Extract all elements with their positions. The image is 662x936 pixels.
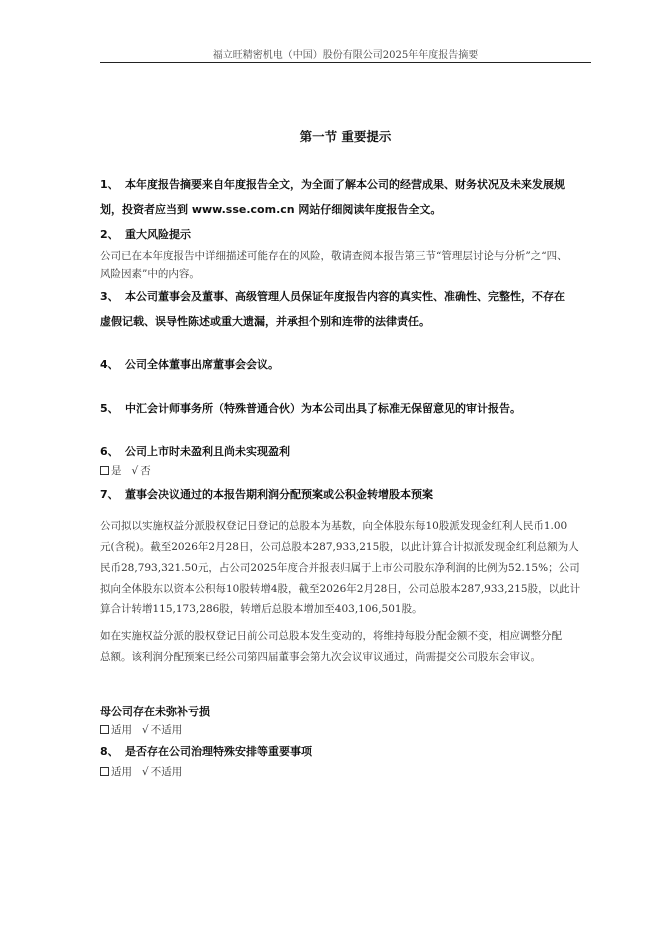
unchecked-box-icon [100,466,109,475]
item-7-number: 7、 [100,488,119,501]
item-6-heading-line [100,443,290,459]
unchecked-box-icon [100,767,109,776]
loss-option-not-applicable: 不适用 [150,724,183,736]
item-4-text: 公司全体董事出席董事会会议。 [125,358,279,371]
item-2-heading-line [100,226,191,242]
item-7-para-1-line-3: 民币28,793,321.50元，占公司2025年度合并报表归属于上市公司股东净利润的比例为52.15%；公司 [100,562,580,574]
item-8-options [100,764,182,779]
item-7-para-1-line-1: 公司拟以实施权益分派股权登记日登记的总股本为基数，向全体股东每10股派发现金红利人民币1.00 [100,520,568,532]
item-8-heading-line [100,743,312,759]
item-3-line-2: 虚假记载、误导性陈述或重大遗漏，并承担个别和连带的法律责任。 [100,315,430,328]
item-3-text: 本公司董事会及董事、高级管理人员保证年度报告内容的真实性、准确性、完整性，不存在 [125,290,565,303]
item-1-text: 本年度报告摘要来自年度报告全文，为全面了解本公司的经营成果、财务状况及未来发展规 [125,178,565,191]
page-header: 福立旺精密机电（中国）股份有限公司2025年年度报告摘要 [212,50,479,61]
item-8-option-applicable: 适用 [111,766,132,778]
item-7-para-2-line-2: 总额。该利润分配预案已经公司第四届董事会第九次会议审议通过，尚需提交公司股东会审议。 [100,651,541,663]
item-2-line-2: 风险因素”中的内容。 [100,268,200,280]
item-5-text: 中汇会计师事务所（特殊普通合伙）为本公司出具了标准无保留意见的审计报告。 [125,402,521,415]
item-7-para-1-line-4: 拟向全体股东以资本公积每10股转增4股，截至2026年2月28日，公司总股本287,933,215股，以此计 [100,583,581,595]
item-6-number: 6、 [100,445,119,458]
check-mark-icon: √ [131,465,139,477]
item-1-line-1 [100,176,565,192]
item-2-line-1: 公司已在本年度报告中详细描述可能存在的风险，敬请查阅本报告第三节“管理层讨论与分析”之“四、 [100,250,568,262]
check-mark-icon: √ [142,766,149,778]
section-title: 第一节 重要提示 [299,129,392,144]
item-7-heading-line [100,486,433,502]
item-6-options [100,463,151,478]
header-rule [100,62,591,63]
item-4-number: 4、 [100,358,119,371]
item-7-heading: 董事会决议通过的本报告期利润分配预案或公积金转增股本预案 [125,488,433,501]
item-5-line [100,400,521,416]
item-1-number: 1、 [100,178,119,191]
item-3-line-1 [100,288,565,304]
item-5-number: 5、 [100,402,119,415]
item-8-heading: 是否存在公司治理特殊安排等重要事项 [125,745,312,758]
item-8-number: 8、 [100,745,119,758]
item-6-heading: 公司上市时未盈利且尚未实现盈利 [125,445,290,458]
loss-option-applicable: 适用 [111,724,132,736]
item-6-option-no: 否 [140,465,151,477]
item-6-option-yes: 是 [111,465,122,477]
item-2-heading: 重大风险提示 [125,228,191,241]
unchecked-box-icon [100,725,109,734]
item-8-option-not-applicable: 不适用 [150,766,183,778]
item-4-line [100,356,279,372]
item-2-number: 2、 [100,228,119,241]
item-3-number: 3、 [100,290,119,303]
item-7-para-1-line-5: 算合计转增115,173,286股，转增后总股本增加至403,106,501股。 [100,603,423,615]
loss-heading: 母公司存在未弥补亏损 [100,705,210,718]
loss-options [100,722,182,737]
item-7-para-2-line-1: 如在实施权益分派的股权登记日前公司总股本发生变动的，将维持每股分配金额不变，相应调整分配 [100,630,562,642]
check-mark-icon: √ [142,724,149,736]
item-7-para-1-line-2: 元(含税)。截至2026年2月28日，公司总股本287,933,215股，以此计算合计拟派发现金红利总额为人 [100,541,579,553]
item-1-line-2: 划，投资者应当到 www.sse.com.cn 网站仔细阅读年度报告全文。 [100,203,442,216]
